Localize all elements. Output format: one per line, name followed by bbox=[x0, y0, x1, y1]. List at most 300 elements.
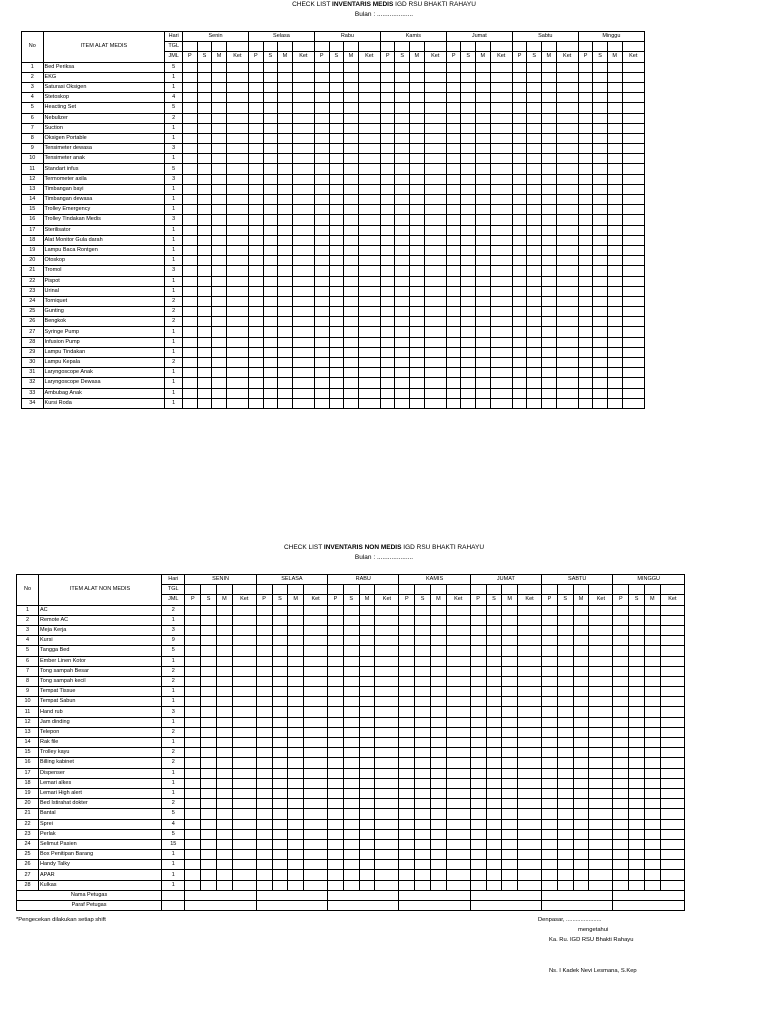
check-cell[interactable] bbox=[232, 707, 256, 717]
check-cell[interactable] bbox=[470, 636, 486, 646]
check-cell[interactable] bbox=[486, 850, 502, 860]
check-cell[interactable] bbox=[593, 123, 608, 133]
check-cell[interactable] bbox=[557, 646, 573, 656]
check-cell[interactable] bbox=[629, 636, 645, 646]
check-cell[interactable] bbox=[201, 768, 217, 778]
check-cell[interactable] bbox=[622, 113, 645, 123]
check-cell[interactable] bbox=[476, 245, 491, 255]
check-cell[interactable] bbox=[446, 738, 470, 748]
check-cell[interactable] bbox=[232, 870, 256, 880]
check-cell[interactable] bbox=[358, 113, 380, 123]
check-cell[interactable] bbox=[461, 296, 476, 306]
check-cell[interactable] bbox=[248, 133, 263, 143]
check-cell[interactable] bbox=[593, 286, 608, 296]
check-cell[interactable] bbox=[278, 133, 293, 143]
check-cell[interactable] bbox=[380, 256, 395, 266]
check-cell[interactable] bbox=[395, 317, 410, 327]
check-cell[interactable] bbox=[430, 819, 446, 829]
check-cell[interactable] bbox=[613, 839, 629, 849]
check-cell[interactable] bbox=[556, 327, 578, 337]
check-cell[interactable] bbox=[542, 256, 557, 266]
check-cell[interactable] bbox=[410, 215, 425, 225]
check-cell[interactable] bbox=[201, 646, 217, 656]
check-cell[interactable] bbox=[248, 235, 263, 245]
check-cell[interactable] bbox=[399, 646, 415, 656]
check-cell[interactable] bbox=[490, 296, 512, 306]
check-cell[interactable] bbox=[589, 860, 613, 870]
check-cell[interactable] bbox=[542, 768, 558, 778]
check-cell[interactable] bbox=[607, 72, 622, 82]
check-cell[interactable] bbox=[380, 347, 395, 357]
check-cell[interactable] bbox=[304, 687, 328, 697]
check-cell[interactable] bbox=[446, 164, 461, 174]
check-cell[interactable] bbox=[304, 605, 328, 615]
check-cell[interactable] bbox=[185, 788, 201, 798]
check-cell[interactable] bbox=[424, 144, 446, 154]
check-cell[interactable] bbox=[288, 819, 304, 829]
check-cell[interactable] bbox=[314, 195, 329, 205]
check-cell[interactable] bbox=[660, 656, 684, 666]
check-cell[interactable] bbox=[197, 337, 212, 347]
check-cell[interactable] bbox=[578, 398, 593, 408]
date-cell[interactable] bbox=[328, 585, 344, 595]
check-cell[interactable] bbox=[490, 144, 512, 154]
date-cell[interactable] bbox=[556, 42, 578, 52]
signature-cell[interactable] bbox=[185, 901, 256, 911]
check-cell[interactable] bbox=[430, 717, 446, 727]
check-cell[interactable] bbox=[248, 388, 263, 398]
check-cell[interactable] bbox=[329, 276, 344, 286]
check-cell[interactable] bbox=[288, 778, 304, 788]
check-cell[interactable] bbox=[461, 154, 476, 164]
check-cell[interactable] bbox=[272, 788, 288, 798]
check-cell[interactable] bbox=[593, 317, 608, 327]
check-cell[interactable] bbox=[557, 656, 573, 666]
check-cell[interactable] bbox=[470, 697, 486, 707]
check-cell[interactable] bbox=[343, 666, 359, 676]
check-cell[interactable] bbox=[395, 296, 410, 306]
check-cell[interactable] bbox=[430, 778, 446, 788]
check-cell[interactable] bbox=[644, 605, 660, 615]
check-cell[interactable] bbox=[486, 788, 502, 798]
check-cell[interactable] bbox=[212, 398, 227, 408]
check-cell[interactable] bbox=[573, 839, 589, 849]
check-cell[interactable] bbox=[212, 347, 227, 357]
check-cell[interactable] bbox=[343, 687, 359, 697]
check-cell[interactable] bbox=[278, 327, 293, 337]
check-cell[interactable] bbox=[329, 123, 344, 133]
check-cell[interactable] bbox=[314, 144, 329, 154]
check-cell[interactable] bbox=[527, 307, 542, 317]
check-cell[interactable] bbox=[292, 195, 314, 205]
check-cell[interactable] bbox=[183, 154, 198, 164]
check-cell[interactable] bbox=[542, 717, 558, 727]
check-cell[interactable] bbox=[343, 636, 359, 646]
check-cell[interactable] bbox=[512, 113, 527, 123]
check-cell[interactable] bbox=[216, 819, 232, 829]
check-cell[interactable] bbox=[197, 347, 212, 357]
check-cell[interactable] bbox=[622, 184, 645, 194]
check-cell[interactable] bbox=[644, 748, 660, 758]
check-cell[interactable] bbox=[607, 358, 622, 368]
check-cell[interactable] bbox=[461, 72, 476, 82]
check-cell[interactable] bbox=[248, 205, 263, 215]
check-cell[interactable] bbox=[470, 687, 486, 697]
check-cell[interactable] bbox=[410, 378, 425, 388]
check-cell[interactable] bbox=[410, 256, 425, 266]
check-cell[interactable] bbox=[232, 615, 256, 625]
check-cell[interactable] bbox=[461, 327, 476, 337]
check-cell[interactable] bbox=[263, 174, 278, 184]
check-cell[interactable] bbox=[358, 133, 380, 143]
check-cell[interactable] bbox=[622, 398, 645, 408]
check-cell[interactable] bbox=[263, 245, 278, 255]
check-cell[interactable] bbox=[212, 317, 227, 327]
check-cell[interactable] bbox=[359, 860, 375, 870]
check-cell[interactable] bbox=[212, 235, 227, 245]
check-cell[interactable] bbox=[216, 615, 232, 625]
check-cell[interactable] bbox=[358, 245, 380, 255]
check-cell[interactable] bbox=[476, 296, 491, 306]
check-cell[interactable] bbox=[578, 144, 593, 154]
check-cell[interactable] bbox=[470, 727, 486, 737]
check-cell[interactable] bbox=[278, 174, 293, 184]
check-cell[interactable] bbox=[476, 388, 491, 398]
check-cell[interactable] bbox=[314, 398, 329, 408]
check-cell[interactable] bbox=[578, 235, 593, 245]
check-cell[interactable] bbox=[470, 778, 486, 788]
check-cell[interactable] bbox=[248, 296, 263, 306]
check-cell[interactable] bbox=[589, 870, 613, 880]
check-cell[interactable] bbox=[424, 266, 446, 276]
check-cell[interactable] bbox=[486, 656, 502, 666]
check-cell[interactable] bbox=[212, 164, 227, 174]
check-cell[interactable] bbox=[292, 113, 314, 123]
check-cell[interactable] bbox=[212, 123, 227, 133]
check-cell[interactable] bbox=[556, 358, 578, 368]
check-cell[interactable] bbox=[343, 727, 359, 737]
check-cell[interactable] bbox=[395, 164, 410, 174]
check-cell[interactable] bbox=[629, 676, 645, 686]
check-cell[interactable] bbox=[395, 205, 410, 215]
check-cell[interactable] bbox=[226, 62, 248, 72]
check-cell[interactable] bbox=[470, 666, 486, 676]
check-cell[interactable] bbox=[607, 266, 622, 276]
check-cell[interactable] bbox=[256, 829, 272, 839]
check-cell[interactable] bbox=[607, 103, 622, 113]
check-cell[interactable] bbox=[476, 286, 491, 296]
check-cell[interactable] bbox=[542, 296, 557, 306]
check-cell[interactable] bbox=[613, 788, 629, 798]
check-cell[interactable] bbox=[556, 388, 578, 398]
check-cell[interactable] bbox=[272, 636, 288, 646]
check-cell[interactable] bbox=[263, 347, 278, 357]
check-cell[interactable] bbox=[380, 398, 395, 408]
check-cell[interactable] bbox=[644, 625, 660, 635]
check-cell[interactable] bbox=[573, 615, 589, 625]
check-cell[interactable] bbox=[589, 839, 613, 849]
check-cell[interactable] bbox=[185, 717, 201, 727]
check-cell[interactable] bbox=[556, 245, 578, 255]
check-cell[interactable] bbox=[542, 850, 558, 860]
check-cell[interactable] bbox=[197, 256, 212, 266]
check-cell[interactable] bbox=[589, 819, 613, 829]
check-cell[interactable] bbox=[212, 378, 227, 388]
check-cell[interactable] bbox=[329, 205, 344, 215]
check-cell[interactable] bbox=[359, 625, 375, 635]
check-cell[interactable] bbox=[375, 625, 399, 635]
check-cell[interactable] bbox=[502, 758, 518, 768]
check-cell[interactable] bbox=[248, 164, 263, 174]
check-cell[interactable] bbox=[542, 154, 557, 164]
check-cell[interactable] bbox=[461, 205, 476, 215]
check-cell[interactable] bbox=[607, 225, 622, 235]
check-cell[interactable] bbox=[622, 103, 645, 113]
check-cell[interactable] bbox=[502, 788, 518, 798]
check-cell[interactable] bbox=[502, 738, 518, 748]
check-cell[interactable] bbox=[527, 195, 542, 205]
check-cell[interactable] bbox=[593, 256, 608, 266]
check-cell[interactable] bbox=[573, 666, 589, 676]
check-cell[interactable] bbox=[232, 646, 256, 656]
check-cell[interactable] bbox=[278, 144, 293, 154]
check-cell[interactable] bbox=[410, 327, 425, 337]
check-cell[interactable] bbox=[512, 398, 527, 408]
check-cell[interactable] bbox=[278, 93, 293, 103]
check-cell[interactable] bbox=[410, 337, 425, 347]
check-cell[interactable] bbox=[216, 656, 232, 666]
check-cell[interactable] bbox=[430, 788, 446, 798]
check-cell[interactable] bbox=[542, 327, 557, 337]
check-cell[interactable] bbox=[613, 605, 629, 615]
check-cell[interactable] bbox=[304, 880, 328, 890]
check-cell[interactable] bbox=[589, 656, 613, 666]
check-cell[interactable] bbox=[226, 174, 248, 184]
check-cell[interactable] bbox=[328, 687, 344, 697]
check-cell[interactable] bbox=[557, 860, 573, 870]
check-cell[interactable] bbox=[380, 82, 395, 92]
check-cell[interactable] bbox=[183, 388, 198, 398]
check-cell[interactable] bbox=[328, 646, 344, 656]
check-cell[interactable] bbox=[527, 133, 542, 143]
check-cell[interactable] bbox=[410, 103, 425, 113]
check-cell[interactable] bbox=[410, 174, 425, 184]
check-cell[interactable] bbox=[644, 788, 660, 798]
check-cell[interactable] bbox=[644, 738, 660, 748]
check-cell[interactable] bbox=[578, 337, 593, 347]
check-cell[interactable] bbox=[589, 625, 613, 635]
check-cell[interactable] bbox=[589, 707, 613, 717]
check-cell[interactable] bbox=[486, 687, 502, 697]
check-cell[interactable] bbox=[226, 378, 248, 388]
check-cell[interactable] bbox=[329, 388, 344, 398]
check-cell[interactable] bbox=[430, 748, 446, 758]
check-cell[interactable] bbox=[201, 636, 217, 646]
check-cell[interactable] bbox=[518, 625, 542, 635]
check-cell[interactable] bbox=[395, 337, 410, 347]
date-cell[interactable] bbox=[272, 585, 288, 595]
check-cell[interactable] bbox=[486, 799, 502, 809]
check-cell[interactable] bbox=[410, 368, 425, 378]
check-cell[interactable] bbox=[395, 184, 410, 194]
check-cell[interactable] bbox=[183, 317, 198, 327]
check-cell[interactable] bbox=[232, 727, 256, 737]
check-cell[interactable] bbox=[476, 215, 491, 225]
check-cell[interactable] bbox=[502, 605, 518, 615]
check-cell[interactable] bbox=[358, 72, 380, 82]
check-cell[interactable] bbox=[589, 717, 613, 727]
date-cell[interactable] bbox=[476, 42, 491, 52]
check-cell[interactable] bbox=[593, 62, 608, 72]
check-cell[interactable] bbox=[343, 717, 359, 727]
check-cell[interactable] bbox=[256, 666, 272, 676]
check-cell[interactable] bbox=[470, 707, 486, 717]
check-cell[interactable] bbox=[292, 225, 314, 235]
check-cell[interactable] bbox=[328, 748, 344, 758]
check-cell[interactable] bbox=[263, 72, 278, 82]
check-cell[interactable] bbox=[197, 154, 212, 164]
check-cell[interactable] bbox=[593, 235, 608, 245]
check-cell[interactable] bbox=[197, 266, 212, 276]
check-cell[interactable] bbox=[183, 62, 198, 72]
check-cell[interactable] bbox=[304, 656, 328, 666]
check-cell[interactable] bbox=[461, 82, 476, 92]
check-cell[interactable] bbox=[476, 205, 491, 215]
check-cell[interactable] bbox=[512, 225, 527, 235]
check-cell[interactable] bbox=[278, 398, 293, 408]
check-cell[interactable] bbox=[527, 113, 542, 123]
check-cell[interactable] bbox=[278, 154, 293, 164]
check-cell[interactable] bbox=[573, 605, 589, 615]
check-cell[interactable] bbox=[278, 215, 293, 225]
check-cell[interactable] bbox=[613, 860, 629, 870]
check-cell[interactable] bbox=[542, 676, 558, 686]
check-cell[interactable] bbox=[212, 327, 227, 337]
check-cell[interactable] bbox=[557, 870, 573, 880]
check-cell[interactable] bbox=[486, 717, 502, 727]
check-cell[interactable] bbox=[556, 347, 578, 357]
check-cell[interactable] bbox=[542, 82, 557, 92]
check-cell[interactable] bbox=[542, 368, 557, 378]
check-cell[interactable] bbox=[629, 870, 645, 880]
check-cell[interactable] bbox=[343, 870, 359, 880]
date-cell[interactable] bbox=[518, 585, 542, 595]
check-cell[interactable] bbox=[344, 245, 359, 255]
check-cell[interactable] bbox=[344, 347, 359, 357]
check-cell[interactable] bbox=[380, 266, 395, 276]
check-cell[interactable] bbox=[415, 738, 431, 748]
check-cell[interactable] bbox=[329, 296, 344, 306]
check-cell[interactable] bbox=[556, 398, 578, 408]
check-cell[interactable] bbox=[226, 368, 248, 378]
check-cell[interactable] bbox=[430, 727, 446, 737]
check-cell[interactable] bbox=[629, 615, 645, 625]
check-cell[interactable] bbox=[502, 666, 518, 676]
date-cell[interactable] bbox=[470, 585, 486, 595]
check-cell[interactable] bbox=[328, 850, 344, 860]
check-cell[interactable] bbox=[183, 184, 198, 194]
check-cell[interactable] bbox=[557, 676, 573, 686]
check-cell[interactable] bbox=[613, 870, 629, 880]
check-cell[interactable] bbox=[415, 788, 431, 798]
check-cell[interactable] bbox=[424, 256, 446, 266]
check-cell[interactable] bbox=[486, 819, 502, 829]
check-cell[interactable] bbox=[644, 615, 660, 625]
check-cell[interactable] bbox=[358, 225, 380, 235]
check-cell[interactable] bbox=[629, 717, 645, 727]
check-cell[interactable] bbox=[201, 778, 217, 788]
check-cell[interactable] bbox=[256, 615, 272, 625]
check-cell[interactable] bbox=[359, 666, 375, 676]
check-cell[interactable] bbox=[629, 778, 645, 788]
check-cell[interactable] bbox=[490, 133, 512, 143]
check-cell[interactable] bbox=[226, 133, 248, 143]
check-cell[interactable] bbox=[446, 276, 461, 286]
check-cell[interactable] bbox=[314, 307, 329, 317]
check-cell[interactable] bbox=[589, 778, 613, 788]
signature-cell[interactable] bbox=[470, 890, 541, 900]
check-cell[interactable] bbox=[527, 72, 542, 82]
check-cell[interactable] bbox=[622, 82, 645, 92]
check-cell[interactable] bbox=[197, 378, 212, 388]
check-cell[interactable] bbox=[272, 758, 288, 768]
check-cell[interactable] bbox=[424, 215, 446, 225]
check-cell[interactable] bbox=[197, 398, 212, 408]
check-cell[interactable] bbox=[490, 235, 512, 245]
check-cell[interactable] bbox=[629, 727, 645, 737]
check-cell[interactable] bbox=[185, 880, 201, 890]
check-cell[interactable] bbox=[660, 870, 684, 880]
check-cell[interactable] bbox=[292, 123, 314, 133]
check-cell[interactable] bbox=[518, 839, 542, 849]
check-cell[interactable] bbox=[304, 707, 328, 717]
check-cell[interactable] bbox=[430, 870, 446, 880]
check-cell[interactable] bbox=[197, 72, 212, 82]
check-cell[interactable] bbox=[248, 174, 263, 184]
check-cell[interactable] bbox=[183, 113, 198, 123]
check-cell[interactable] bbox=[573, 809, 589, 819]
check-cell[interactable] bbox=[359, 880, 375, 890]
check-cell[interactable] bbox=[278, 82, 293, 92]
check-cell[interactable] bbox=[359, 636, 375, 646]
check-cell[interactable] bbox=[292, 144, 314, 154]
check-cell[interactable] bbox=[622, 256, 645, 266]
check-cell[interactable] bbox=[359, 819, 375, 829]
check-cell[interactable] bbox=[446, 625, 470, 635]
check-cell[interactable] bbox=[629, 625, 645, 635]
check-cell[interactable] bbox=[201, 809, 217, 819]
check-cell[interactable] bbox=[512, 327, 527, 337]
check-cell[interactable] bbox=[344, 368, 359, 378]
check-cell[interactable] bbox=[502, 748, 518, 758]
check-cell[interactable] bbox=[292, 266, 314, 276]
check-cell[interactable] bbox=[380, 317, 395, 327]
check-cell[interactable] bbox=[446, 174, 461, 184]
check-cell[interactable] bbox=[232, 768, 256, 778]
check-cell[interactable] bbox=[589, 768, 613, 778]
check-cell[interactable] bbox=[375, 717, 399, 727]
check-cell[interactable] bbox=[424, 388, 446, 398]
check-cell[interactable] bbox=[256, 768, 272, 778]
check-cell[interactable] bbox=[660, 829, 684, 839]
check-cell[interactable] bbox=[490, 286, 512, 296]
check-cell[interactable] bbox=[613, 850, 629, 860]
check-cell[interactable] bbox=[201, 819, 217, 829]
check-cell[interactable] bbox=[314, 266, 329, 276]
check-cell[interactable] bbox=[556, 113, 578, 123]
check-cell[interactable] bbox=[410, 123, 425, 133]
check-cell[interactable] bbox=[461, 317, 476, 327]
